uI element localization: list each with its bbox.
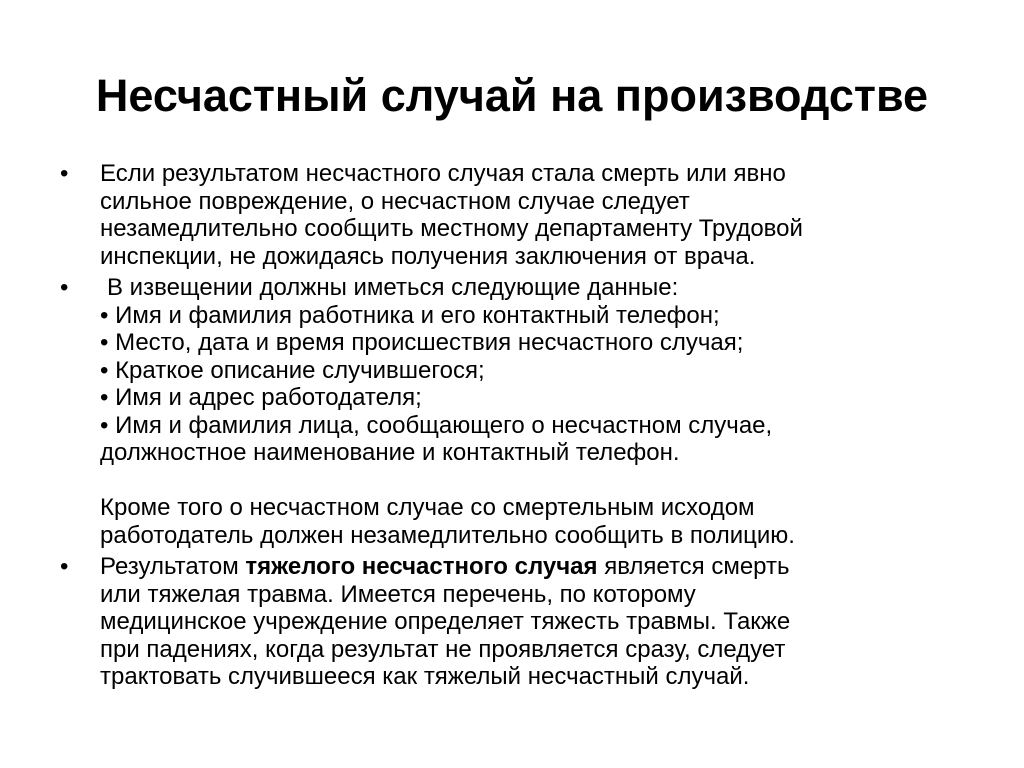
bullet-dot-icon: •: [60, 160, 69, 187]
bullet-3-line: медицинское учреждение определяет тяжесть травмы. Также: [100, 608, 791, 635]
notice-item: • Имя и адрес работодателя;: [100, 384, 422, 411]
bullet-1-line: Если результатом несчастного случая стала смерть или явно: [100, 160, 786, 187]
serious-accident-term: тяжелого несчастного случая: [245, 553, 598, 580]
bullet-1-line: сильное повреждение, о несчастном случае следует: [100, 187, 690, 215]
bullet-item-2: [60, 274, 980, 549]
notice-item: • Краткое описание случившегося;: [100, 356, 485, 384]
bullet-3-line: трактовать случившееся как тяжелый несчастный случай.: [100, 663, 750, 690]
notice-item: • Место, дата и время происшествия несчастного случая;: [100, 329, 744, 356]
bullet-dot-icon: •: [60, 274, 69, 301]
bullet-3-line: или тяжелая травма. Имеется перечень, по которому: [100, 580, 696, 608]
serious-accident-suffix: является смерть: [597, 553, 790, 580]
notice-item: • Имя и фамилия работника и его контактный телефон;: [100, 301, 720, 329]
spacer: [100, 467, 980, 495]
serious-accident-prefix: Результатом: [100, 553, 246, 580]
notice-item-continuation: должностное наименование и контактный телефон.: [100, 439, 680, 466]
bullet-1-line: инспекции, не дожидаясь получения заключения от врача.: [100, 242, 756, 270]
bullet-dot-icon: •: [60, 553, 69, 580]
bullet-3-line: при падениях, когда результат не проявляется сразу, следует: [100, 635, 786, 663]
slide-title: Несчастный случай на производстве: [95, 70, 929, 121]
bullet-item-1: [60, 160, 980, 270]
bullet-item-3: [60, 553, 980, 691]
police-note-line: Кроме того о несчастном случае со смертельным исходом: [100, 494, 755, 521]
bullet-1-line: незамедлительно сообщить местному департаменту Трудовой: [100, 215, 803, 242]
notice-item: • Имя и фамилия лица, сообщающего о несчастном случае,: [100, 411, 773, 439]
notice-intro: В извещении должны иметься следующие данные:: [107, 274, 679, 301]
police-note-line: работодатель должен незамедлительно сообщить в полицию.: [100, 521, 795, 549]
bullet-list: [60, 160, 980, 695]
serious-accident-first-line: [100, 553, 980, 581]
